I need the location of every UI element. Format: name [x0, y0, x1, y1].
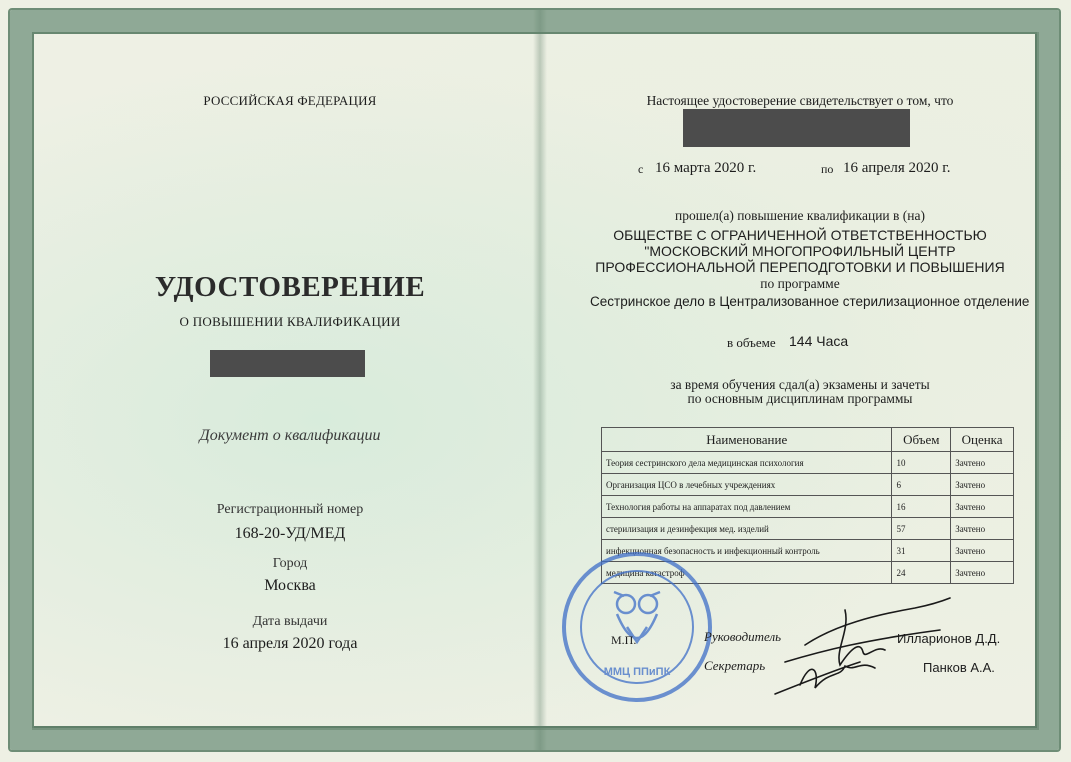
row-name: инфекционная безопасность и инфекционный контроль: [602, 540, 892, 562]
row-grade: Зачтено: [951, 474, 1014, 496]
row-grade: Зачтено: [951, 496, 1014, 518]
to-prefix: по: [821, 162, 834, 176]
to-date: 16 апреля 2020 г.: [843, 160, 951, 176]
row-grade: Зачтено: [951, 518, 1014, 540]
row-grade: Зачтено: [951, 540, 1014, 562]
row-grade: Зачтено: [951, 452, 1014, 474]
secretary-label: Секретарь: [704, 658, 766, 673]
reg-number-label: Регистрационный номер: [216, 502, 364, 517]
volume-value: 144 Часа: [789, 333, 849, 349]
header-grade: Оценка: [951, 428, 1014, 452]
volume-label: в объеме: [727, 335, 776, 350]
row-volume: 10: [892, 452, 951, 474]
document-type: Документ о квалификации: [199, 427, 381, 444]
head-name: Илларионов Д.Д.: [897, 631, 1001, 646]
stamp-place-label: М.П.: [611, 633, 637, 647]
country-label: РОССИЙСКАЯ ФЕДЕРАЦИЯ: [203, 93, 377, 108]
row-name: Теория сестринского дела медицинская психология: [602, 452, 892, 474]
page-fold: [533, 10, 547, 750]
row-volume: 6: [892, 474, 951, 496]
owl-emblem-icon: [602, 582, 672, 662]
city-value: Москва: [264, 577, 316, 594]
document-subtitle: О ПОВЫШЕНИИ КВАЛИФИКАЦИИ: [179, 314, 401, 329]
redacted-name: [683, 109, 910, 147]
secretary-name: Панков А.А.: [923, 660, 995, 675]
issue-date-label: Дата выдачи: [252, 614, 328, 629]
table-row: [602, 452, 1014, 474]
row-grade: Зачтено: [951, 562, 1014, 584]
table-row: [602, 496, 1014, 518]
header-name: Наименование: [602, 428, 892, 452]
exams-line-2: по основным дисциплинам программы: [687, 391, 913, 406]
issue-date-value: 16 апреля 2020 года: [222, 635, 358, 652]
org-line-3: ПРОФЕССИОНАЛЬНОЙ ПЕРЕПОДГОТОВКИ И ПОВЫШЕНИЯ: [595, 259, 1005, 275]
document-title: УДОСТОВЕРЕНИЕ: [154, 271, 426, 303]
table-row: [602, 518, 1014, 540]
table-header-row: [602, 428, 1014, 452]
row-volume: 16: [892, 496, 951, 518]
row-name: медицина катастроф: [602, 562, 892, 584]
row-volume: 57: [892, 518, 951, 540]
completed-text: прошел(а) повышение квалификации в (на): [675, 208, 925, 223]
from-prefix: с: [638, 162, 644, 176]
exams-line-1: за время обучения сдал(а) экзамены и зачеты: [670, 377, 930, 392]
row-volume: 24: [892, 562, 951, 584]
stamp-label: ММЦ ППиПК: [603, 666, 671, 678]
reg-number-value: 168-20-УД/МЕД: [234, 525, 346, 542]
head-label: Руководитель: [704, 629, 782, 644]
from-date: 16 марта 2020 г.: [655, 160, 757, 176]
org-line-2: "МОСКОВСКИЙ МНОГОПРОФИЛЬНЫЙ ЦЕНТР: [644, 243, 956, 259]
row-name: стерилизация и дезинфекция мед. изделий: [602, 518, 892, 540]
certifies-text: Настоящее удостоверение свидетельствует о том, что: [646, 93, 954, 108]
row-name: Организация ЦСО в лечебных учреждениях: [602, 474, 892, 496]
row-volume: 31: [892, 540, 951, 562]
round-stamp: [562, 552, 712, 702]
redacted-serial: [210, 350, 365, 377]
header-volume: Объем: [892, 428, 951, 452]
city-label: Город: [272, 556, 308, 571]
table-row: [602, 474, 1014, 496]
org-line-1: ОБЩЕСТВЕ С ОГРАНИЧЕННОЙ ОТВЕТСТВЕННОСТЬЮ: [613, 227, 987, 243]
signature-icon: [765, 590, 965, 700]
row-name: Технология работы на аппаратах под давлением: [602, 496, 892, 518]
program-name: Сестринское дело в Централизованное стерилизационное отделение: [590, 294, 1030, 309]
program-label: по программе: [760, 276, 840, 291]
